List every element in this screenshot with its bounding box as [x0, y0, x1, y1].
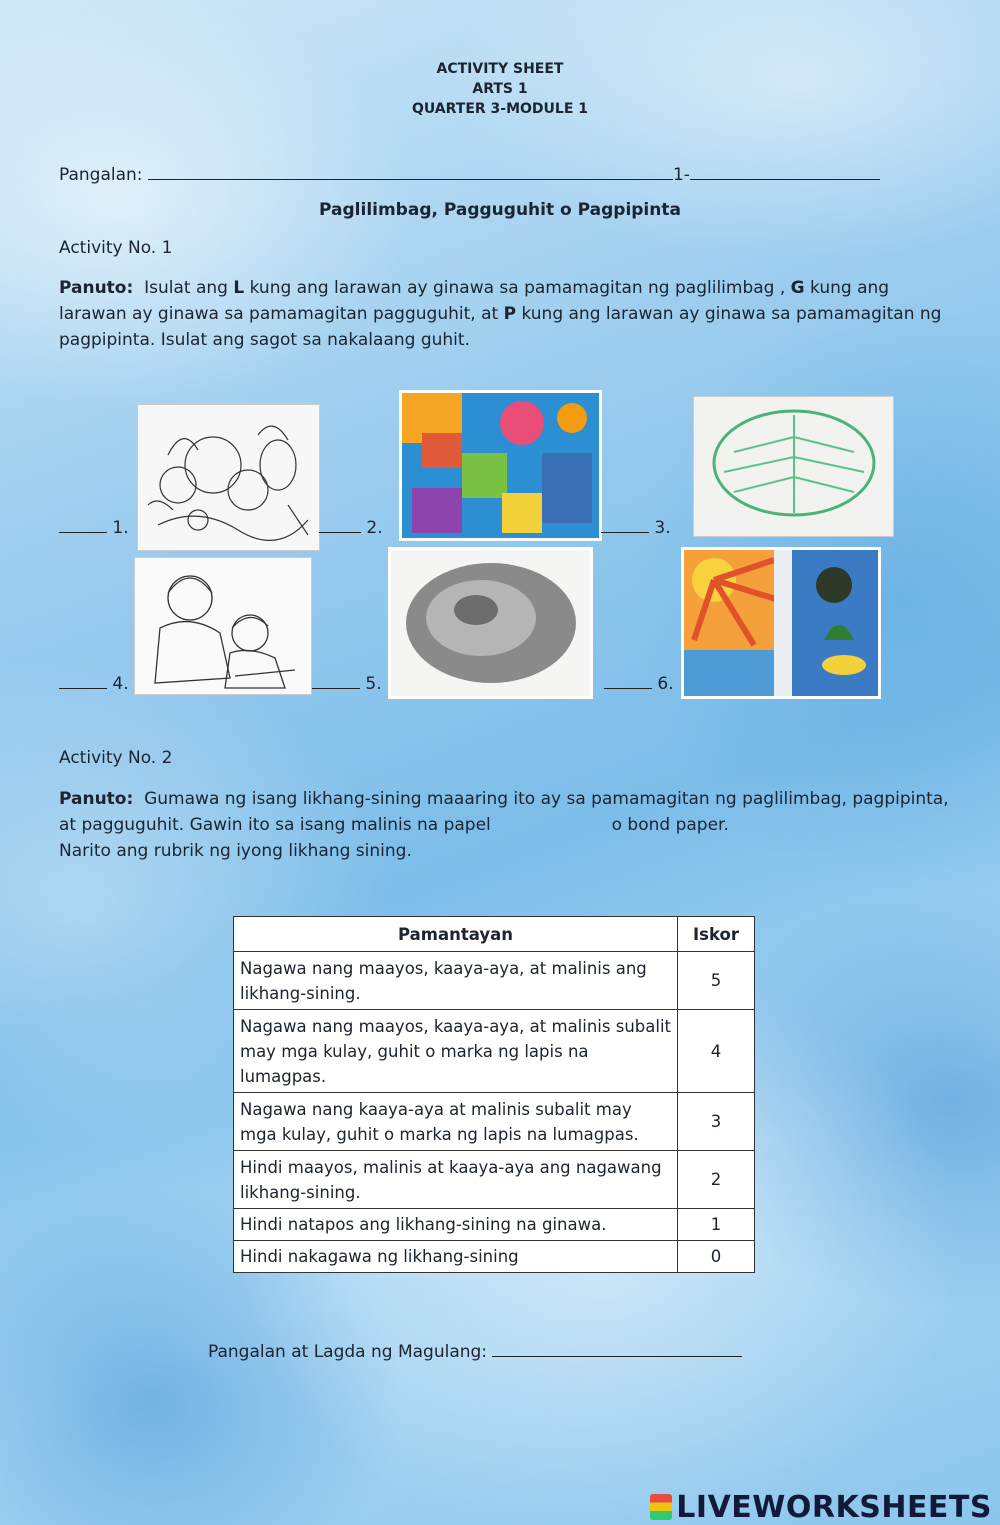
logo-text: LIVEWORKSHEETS	[676, 1490, 992, 1525]
item-5-label	[312, 674, 382, 694]
table-row	[234, 952, 755, 1010]
score-cell: 5	[678, 952, 755, 1010]
table-row	[234, 1151, 755, 1209]
criterion-cell: Hindi natapos ang likhang-sining na ginawa.	[234, 1209, 678, 1241]
criterion-cell: Nagawa nang maayos, kaaya-aya, at malinis ang likhang-sining.	[234, 952, 678, 1010]
liveworksheets-logo	[650, 1490, 992, 1525]
item-4-label	[59, 674, 129, 694]
answer-blank-2[interactable]	[319, 532, 361, 533]
instruction-text: kung ang larawan ay ginawa sa pamamagitan ng paglilimbag ,	[244, 278, 791, 298]
criterion-cell: Nagawa nang kaaya-aya at malinis subalit may mga kulay, guhit o marka ng lapis na lumagpas.	[234, 1093, 678, 1151]
table-row	[234, 1209, 755, 1241]
item-1-label	[59, 518, 129, 538]
item-3-label	[601, 518, 671, 538]
instruction-text: Narito ang rubrik ng iyong likhang sining.	[59, 841, 412, 861]
letter-g: G	[790, 278, 805, 298]
criteria-header: Pamantayan	[234, 917, 678, 952]
item-number: 1.	[112, 518, 129, 538]
picture-5-pencil-shading	[388, 547, 593, 699]
picture-1-vegetables-drawing	[137, 404, 320, 551]
logo-icon	[650, 1494, 672, 1520]
item-number: 4.	[112, 674, 129, 694]
score-cell: 0	[678, 1241, 755, 1273]
activity1-instruction	[59, 275, 949, 353]
score-cell: 1	[678, 1209, 755, 1241]
table-row	[234, 1010, 755, 1093]
rubric-header-row	[234, 917, 755, 952]
topic-title: Paglilimbag, Pagguguhit o Pagpipinta	[319, 200, 681, 220]
name-row	[59, 161, 880, 185]
criterion-cell: Nagawa nang maayos, kaaya-aya, at malinis subalit may mga kulay, guhit o marka ng lapis na lumagpas.	[234, 1010, 678, 1093]
picture-6-painting-sun	[681, 547, 881, 699]
picture-2-colorful-painting	[399, 390, 602, 541]
table-row	[234, 1241, 755, 1273]
answer-blank-4[interactable]	[59, 688, 107, 689]
answer-blank-1[interactable]	[59, 532, 107, 533]
answer-blank-5[interactable]	[312, 688, 360, 689]
table-row	[234, 1093, 755, 1151]
score-cell: 3	[678, 1093, 755, 1151]
score-cell: 4	[678, 1010, 755, 1093]
letter-l: L	[233, 278, 245, 298]
activity2-instruction	[59, 786, 949, 864]
item-number: 3.	[654, 518, 671, 538]
parent-signature-row	[208, 1338, 742, 1362]
name-answer-line[interactable]	[148, 161, 673, 180]
instruction-label: Panuto:	[59, 789, 134, 809]
subject-title: ARTS 1	[472, 81, 528, 97]
parent-signature-label: Pangalan at Lagda ng Magulang:	[208, 1342, 488, 1362]
item-number: 6.	[657, 674, 674, 694]
answer-blank-3[interactable]	[601, 532, 649, 533]
criterion-cell: Hindi nakagawa ng likhang-sining	[234, 1241, 678, 1273]
activity1-title: Activity No. 1	[59, 238, 173, 258]
instruction-text: Isulat ang	[144, 278, 234, 298]
name-label: Pangalan:	[59, 165, 143, 185]
section-prefix: 1-	[672, 165, 690, 185]
rubric-table	[233, 916, 755, 1273]
instruction-text: o bond paper.	[611, 815, 729, 835]
item-2-label	[319, 518, 383, 538]
criterion-cell: Hindi maayos, malinis at kaaya-aya ang nagawang likhang-sining.	[234, 1151, 678, 1209]
answer-blank-6[interactable]	[604, 688, 652, 689]
activity2-title: Activity No. 2	[59, 748, 173, 768]
picture-4-mother-child-drawing	[134, 557, 312, 695]
section-answer-line[interactable]	[690, 161, 880, 180]
item-6-label	[604, 674, 674, 694]
instruction-text: kung ang larawan ay ginawa sa pamamagitan pagguguhit, at	[59, 278, 890, 324]
score-header: Iskor	[678, 917, 755, 952]
picture-3-green-leaf-print	[693, 396, 894, 537]
module-title: QUARTER 3-MODULE 1	[411, 101, 589, 117]
instruction-label: Panuto:	[59, 278, 134, 298]
item-number: 5.	[365, 674, 382, 694]
sheet-title: ACTIVITY SHEET	[436, 61, 564, 77]
instruction-text: kung ang larawan ay ginawa sa pamamagitan ng pagpipinta. Isulat ang sagot sa nakalaang guhit.	[59, 304, 942, 350]
score-cell: 2	[678, 1151, 755, 1209]
letter-p: P	[503, 304, 517, 324]
item-number: 2.	[366, 518, 383, 538]
instruction-text: Gumawa ng isang likhang-sining maaaring ito ay sa pamamagitan ng paglilimbag, pagpipinta, at pagguguhit. Gawin ito sa isang malinis na papel	[59, 789, 949, 835]
parent-signature-line[interactable]	[492, 1338, 742, 1357]
